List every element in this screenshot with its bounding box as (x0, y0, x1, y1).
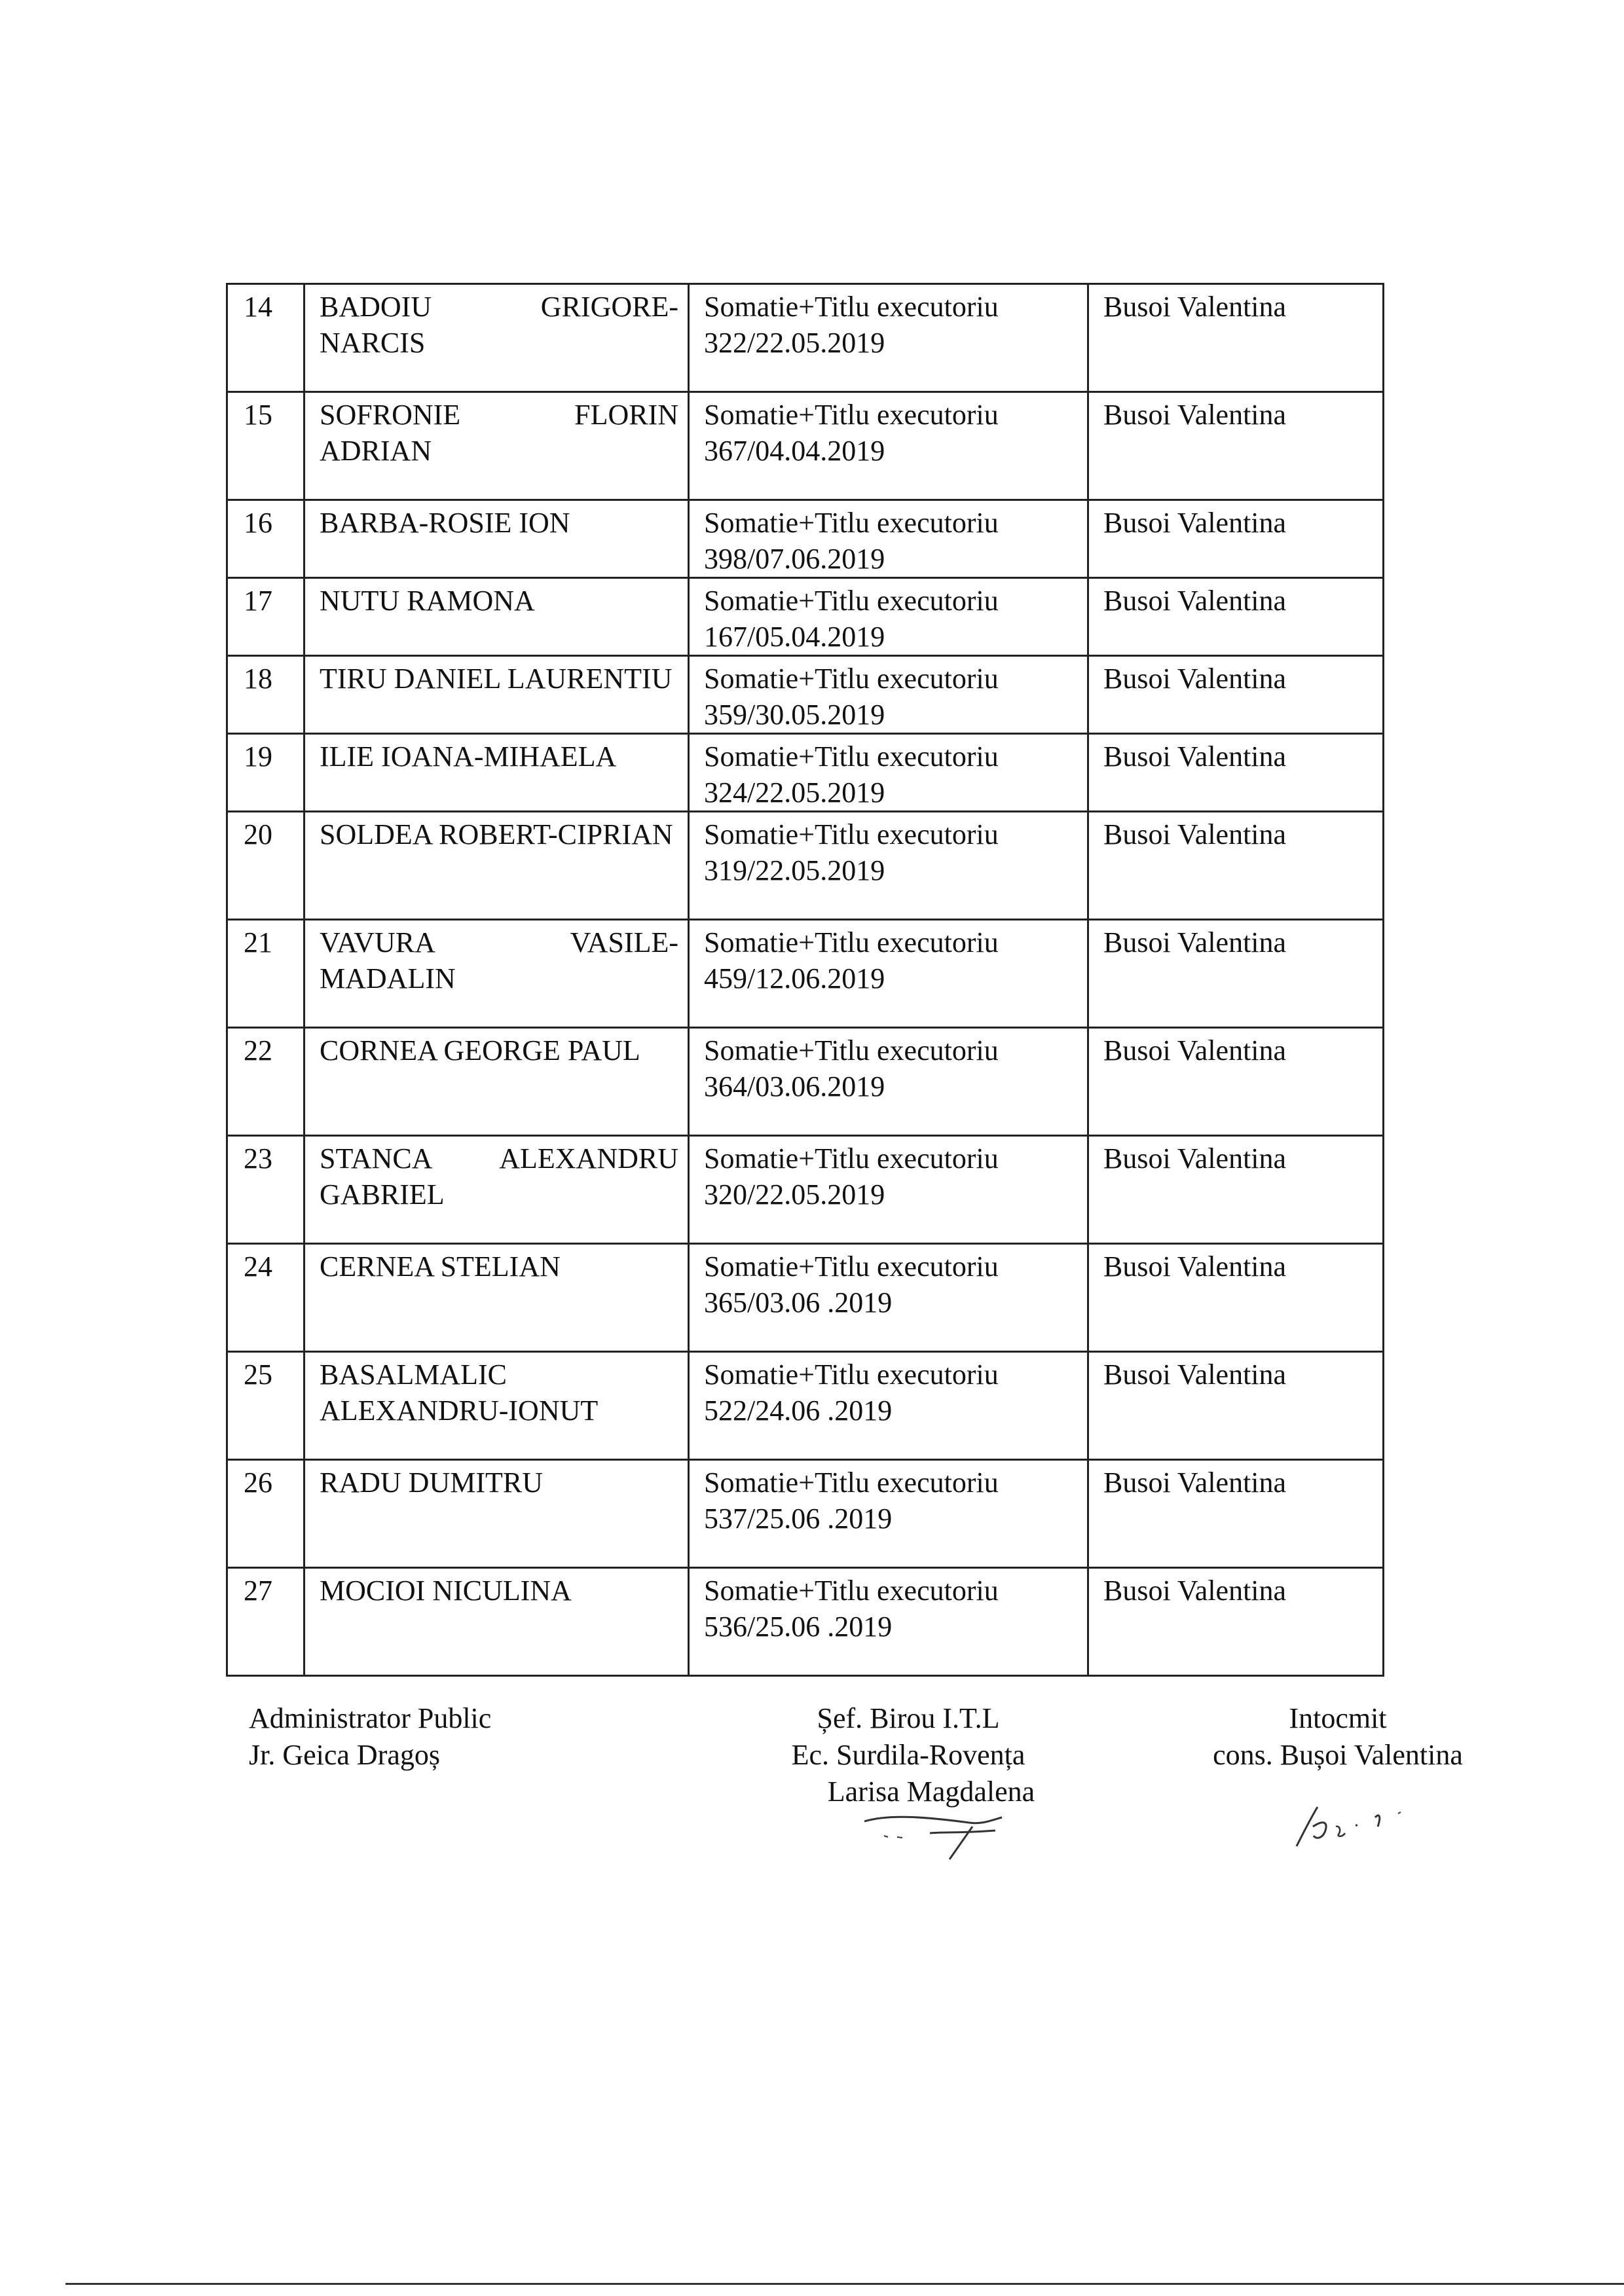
debtor-name: MOCIOI NICULINA (304, 1568, 689, 1676)
document-type: Somatie+Titlu executoriu (704, 1250, 999, 1283)
document-type: Somatie+Titlu executoriu (704, 585, 999, 617)
responsible-person: Busoi Valentina (1088, 500, 1384, 578)
document-reference: 537/25.06 .2019 (704, 1503, 893, 1535)
document-reference: 322/22.05.2019 (704, 327, 885, 359)
document-type: Somatie+Titlu executoriu (704, 818, 999, 850)
document-cell (689, 812, 1088, 920)
document-reference: 324/22.05.2019 (704, 776, 885, 809)
debtor-name: ILIE IOANA-MIHAELA (304, 734, 689, 812)
row-number: 27 (227, 1568, 304, 1676)
document-type: Somatie+Titlu executoriu (704, 1575, 999, 1607)
document-type: Somatie+Titlu executoriu (704, 507, 999, 539)
document-type: Somatie+Titlu executoriu (704, 1142, 999, 1175)
document-reference: 536/25.06 .2019 (704, 1611, 893, 1643)
table-row (227, 920, 1384, 1028)
document-type: Somatie+Titlu executoriu (704, 291, 999, 323)
chief-handwritten-signature (851, 1794, 1022, 1866)
chief-name-line1: Ec. Surdila-Rovența (791, 1739, 1025, 1771)
table-row (227, 1028, 1384, 1136)
document-type: Somatie+Titlu executoriu (704, 399, 999, 431)
responsible-person: Busoi Valentina (1088, 812, 1384, 920)
row-number: 16 (227, 500, 304, 578)
document-reference: 364/03.06.2019 (704, 1070, 885, 1102)
responsible-person: Busoi Valentina (1088, 1244, 1384, 1352)
debtor-name: STANCA ALEXANDRU GABRIEL (304, 1136, 689, 1244)
row-number: 18 (227, 656, 304, 734)
debtor-name: SOFRONIE FLORIN ADRIAN (304, 392, 689, 500)
debtor-name: SOLDEA ROBERT-CIPRIAN (304, 812, 689, 920)
row-number: 14 (227, 284, 304, 392)
document-type: Somatie+Titlu executoriu (704, 1467, 999, 1499)
table-row (227, 1352, 1384, 1460)
table-row (227, 1460, 1384, 1568)
debtor-name: BASALMALIC ALEXANDRU-IONUT (304, 1352, 689, 1460)
debtor-name: NUTU RAMONA (304, 578, 689, 656)
row-number: 21 (227, 920, 304, 1028)
table-row (227, 578, 1384, 656)
row-number: 17 (227, 578, 304, 656)
table-row (227, 656, 1384, 734)
document-reference: 359/30.05.2019 (704, 699, 885, 731)
debtors-table-body (227, 284, 1384, 1676)
document-cell (689, 656, 1088, 734)
signature-admin (249, 1700, 491, 1774)
row-number: 20 (227, 812, 304, 920)
responsible-person: Busoi Valentina (1088, 578, 1384, 656)
admin-name: Jr. Geica Dragoș (249, 1739, 441, 1771)
debtor-name: BADOIU GRIGORE-NARCIS (304, 284, 689, 392)
document-cell (689, 578, 1088, 656)
document-reference: 459/12.06.2019 (704, 962, 885, 994)
responsible-person: Busoi Valentina (1088, 920, 1384, 1028)
responsible-person: Busoi Valentina (1088, 1568, 1384, 1676)
table-row (227, 500, 1384, 578)
responsible-person: Busoi Valentina (1088, 1460, 1384, 1568)
responsible-person: Busoi Valentina (1088, 1352, 1384, 1460)
debtors-table (226, 283, 1384, 1677)
document-cell (689, 734, 1088, 812)
row-number: 24 (227, 1244, 304, 1352)
document-type: Somatie+Titlu executoriu (704, 740, 999, 773)
debtor-name: RADU DUMITRU (304, 1460, 689, 1568)
table-row (227, 1244, 1384, 1352)
document-reference: 367/04.04.2019 (704, 435, 885, 467)
footer-rule (65, 2283, 1624, 2285)
debtor-name: VAVURA VASILE-MADALIN (304, 920, 689, 1028)
document-type: Somatie+Titlu executoriu (704, 926, 999, 958)
table-row (227, 812, 1384, 920)
document-reference: 319/22.05.2019 (704, 854, 885, 886)
table-row (227, 392, 1384, 500)
document-cell (689, 1568, 1088, 1676)
table-row (227, 1136, 1384, 1244)
document-reference: 522/24.06 .2019 (704, 1394, 893, 1427)
row-number: 23 (227, 1136, 304, 1244)
document-cell (689, 1244, 1088, 1352)
document-cell (689, 284, 1088, 392)
responsible-person: Busoi Valentina (1088, 734, 1384, 812)
table-row (227, 1568, 1384, 1676)
debtor-name: TIRU DANIEL LAURENTIU (304, 656, 689, 734)
table-row (227, 734, 1384, 812)
table-row (227, 284, 1384, 392)
admin-role: Administrator Public (249, 1702, 492, 1734)
debtor-name: BARBA-ROSIE ION (304, 500, 689, 578)
document-type: Somatie+Titlu executoriu (704, 1034, 999, 1066)
row-number: 19 (227, 734, 304, 812)
preparer-name: cons. Bușoi Valentina (1213, 1739, 1463, 1771)
responsible-person: Busoi Valentina (1088, 392, 1384, 500)
document-cell (689, 920, 1088, 1028)
row-number: 22 (227, 1028, 304, 1136)
row-number: 26 (227, 1460, 304, 1568)
row-number: 25 (227, 1352, 304, 1460)
document-cell (689, 500, 1088, 578)
responsible-person: Busoi Valentina (1088, 656, 1384, 734)
preparer-handwritten-signature (1277, 1787, 1428, 1859)
document-reference: 167/05.04.2019 (704, 621, 885, 653)
responsible-person: Busoi Valentina (1088, 1028, 1384, 1136)
row-number: 15 (227, 392, 304, 500)
document-reference: 365/03.06 .2019 (704, 1286, 893, 1319)
responsible-person: Busoi Valentina (1088, 284, 1384, 392)
debtor-name: CERNEA STELIAN (304, 1244, 689, 1352)
document-reference: 320/22.05.2019 (704, 1178, 885, 1211)
chief-role: Șef. Birou I.T.L (817, 1702, 1000, 1734)
document-reference: 398/07.06.2019 (704, 543, 885, 575)
preparer-role: Intocmit (1289, 1702, 1387, 1734)
document-cell (689, 1136, 1088, 1244)
document-cell (689, 392, 1088, 500)
document-type: Somatie+Titlu executoriu (704, 663, 999, 695)
debtor-name: CORNEA GEORGE PAUL (304, 1028, 689, 1136)
document-type: Somatie+Titlu executoriu (704, 1358, 999, 1391)
signature-preparer (1194, 1700, 1482, 1774)
document-cell (689, 1028, 1088, 1136)
document-cell (689, 1352, 1088, 1460)
responsible-person: Busoi Valentina (1088, 1136, 1384, 1244)
document-cell (689, 1460, 1088, 1568)
chief-name-line2: Larisa Magdalena (827, 1776, 1035, 1808)
